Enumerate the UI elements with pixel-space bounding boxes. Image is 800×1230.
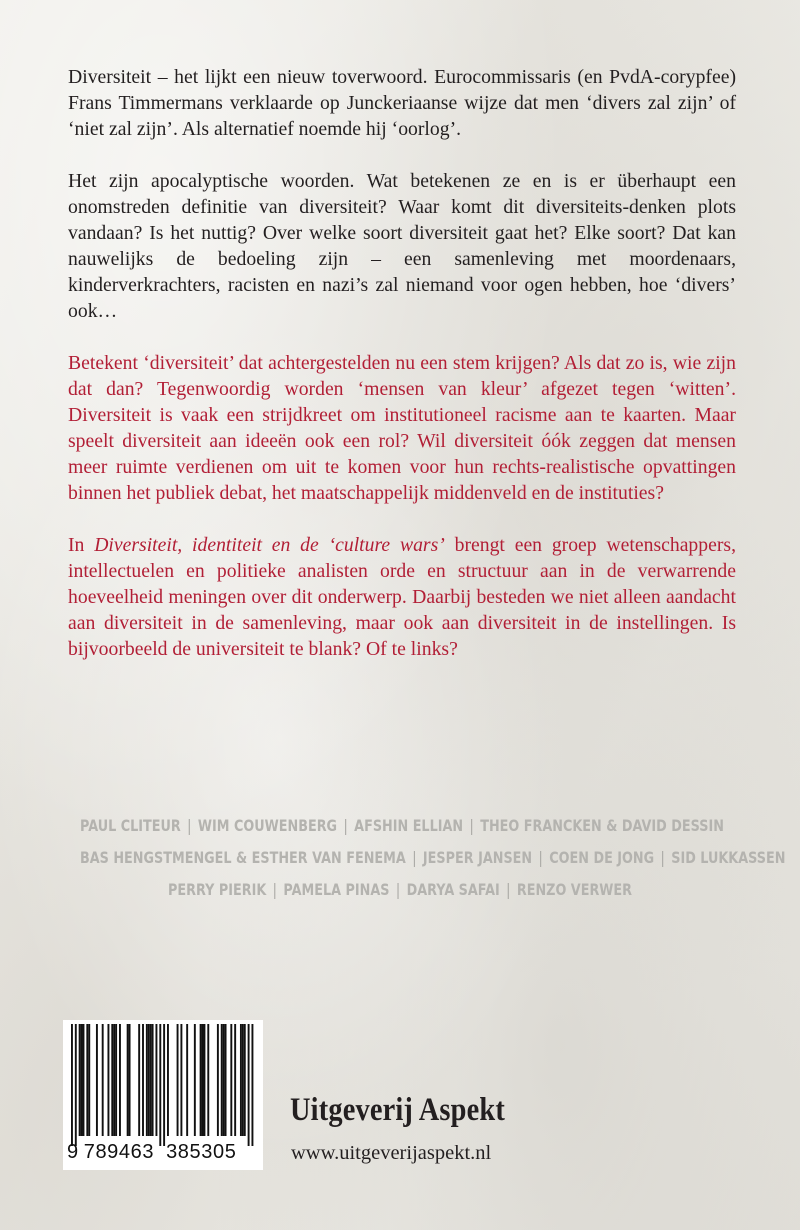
barcode-bar (129, 1024, 131, 1136)
barcode-bar (111, 1024, 113, 1136)
author-name: SID LUKKASSEN (671, 848, 786, 867)
author-separator: | (469, 816, 474, 835)
barcode-bar (217, 1024, 219, 1136)
blurb-paragraph-2: Het zijn apocalyptische woorden. Wat betekenen ze en is er überhaupt een onomstreden definitie van diversiteit? Waar komt dit diversiteits-denken plots vandaan? Is het nuttig? Over welke soort diversiteit gaat het? Elke soort? Dat kan nauwelijks de bedoeling zijn – een samenleving met moordenaars, kinderverkrachters, racisten en nazi’s zal niemand voor ogen hebben, hoe ‘divers’ ook… (68, 170, 736, 322)
barcode-bar (159, 1024, 161, 1146)
barcode-bar (71, 1024, 73, 1146)
author-separator: | (538, 848, 543, 867)
barcode-bar (186, 1024, 188, 1136)
barcode-bar (102, 1024, 104, 1136)
barcode-bar (180, 1024, 182, 1136)
barcode-bar (177, 1024, 179, 1136)
barcode-bar (96, 1024, 98, 1136)
barcode-bar (244, 1024, 246, 1136)
isbn-number (63, 1138, 263, 1166)
barcode-bar (75, 1024, 77, 1146)
barcode-bar (221, 1024, 223, 1136)
barcode-bar (88, 1024, 90, 1136)
author-name: JESPER JANSEN (422, 848, 533, 867)
barcode-bar (248, 1024, 250, 1146)
blurb-paragraph-4-prefix: In (68, 534, 95, 556)
author-name: PAUL CLITEUR (80, 816, 181, 835)
barcode-bar (107, 1024, 109, 1136)
blurb-paragraph-4-rest: brengt een groep wetenschappers, intellectuelen en politieke analisten orde en structuur aan in de verwarrende hoeveelheid meningen over dit onderwerp. Daarbij besteden we niet alleen aandacht aan diversiteit in de samenleving, maar ook aan diversiteit in de instellingen. Is bijvoorbeeld de universiteit te blank? Of te links? (68, 534, 736, 660)
barcode-bar (163, 1024, 165, 1146)
author-name: AFSHIN ELLIAN (354, 816, 464, 835)
barcode-bar (202, 1024, 204, 1136)
author-separator: | (343, 816, 348, 835)
book-title-italic: Diversiteit, identiteit en de ‘culture wars’ (94, 534, 445, 556)
author-separator: | (395, 880, 401, 899)
barcode-bar (234, 1024, 236, 1136)
barcode-bar (207, 1024, 209, 1136)
barcode-bar (119, 1024, 121, 1136)
publisher-name: Uitgeverij Aspekt (290, 1092, 505, 1128)
blurb-paragraph-3: Betekent ‘diversiteit’ dat achtergestelden nu een stem krijgen? Als dat zo is, wie zijn dat dan? Tegenwoordig worden ‘mensen van kleur’ afgezet tegen ‘witten’. Diversiteit is vaak een strijdkreet om institutioneel racisme aan te kaarten. Maar speelt diversiteit aan ideeën ook een rol? Wil diversiteit óók zeggen dat mensen meer ruimte verdienen om uit te komen voor hun rechts-realistische opvattingen binnen het publiek debat, het maatschappelijk middenveld en de instituties? (68, 352, 736, 504)
isbn-right-group: 385305 (166, 1141, 237, 1163)
barcode-bar (83, 1024, 85, 1136)
barcode-bar (138, 1024, 140, 1136)
author-line-2 (80, 842, 786, 874)
author-name: PERRY PIERIK (167, 880, 267, 899)
isbn-left-group: 789463 (83, 1141, 155, 1163)
barcode-bar (152, 1024, 154, 1136)
author-name: PAMELA PINAS (283, 880, 390, 899)
publisher-website: www.uitgeverijaspekt.nl (291, 1142, 492, 1164)
author-separator: | (272, 880, 277, 899)
author-name: BAS HENGSTMENGEL & ESTHER VAN FENEMA (80, 848, 406, 867)
barcode-bar (203, 1024, 205, 1136)
barcode-bar (115, 1024, 117, 1136)
author-name: WIM COUWENBERG (197, 816, 338, 835)
barcode-bar (200, 1024, 202, 1136)
author-separator: | (187, 816, 192, 835)
barcode-bar (167, 1024, 169, 1136)
barcode-bar (251, 1024, 253, 1146)
author-separator: | (506, 880, 511, 899)
barcode-bar (225, 1024, 227, 1136)
author-name: COEN DE JONG (549, 848, 655, 867)
author-name: THEO FRANCKEN & DAVID DESSIN (480, 816, 724, 835)
back-cover-blurb (68, 64, 736, 662)
author-separator: | (412, 848, 417, 867)
barcode-bar (142, 1024, 144, 1136)
blurb-paragraph-4 (68, 532, 736, 662)
barcode-bar (230, 1024, 232, 1136)
barcode-bar (146, 1024, 148, 1136)
isbn-lead-digit: 9 (67, 1141, 79, 1163)
barcode-bar (194, 1024, 196, 1136)
barcode-bar (223, 1024, 225, 1136)
barcode-bar (81, 1024, 83, 1136)
isbn-barcode (63, 1020, 263, 1170)
barcode-bar (79, 1024, 81, 1136)
barcode-bar (127, 1024, 129, 1136)
author-name: RENZO VERWER (516, 880, 633, 899)
barcode-bar (242, 1024, 244, 1136)
author-line-1 (80, 810, 724, 842)
barcode-bar (113, 1024, 115, 1136)
author-separator: | (660, 848, 665, 867)
barcode-bar (240, 1024, 242, 1136)
barcode-bar (150, 1024, 152, 1136)
barcode-bar (148, 1024, 150, 1136)
blurb-paragraph-1: Diversiteit – het lijkt een nieuw toverwoord. Eurocommissaris (en PvdA-corypfee) Frans Timmermans verklaarde op Junckeriaanse wijze dat men ‘divers zal zijn’ of ‘niet zal zijn’. Als alternatief noemde hij ‘oorlog’. (68, 66, 736, 140)
barcode-bar (155, 1024, 157, 1136)
author-name: DARYA SAFAI (406, 880, 500, 899)
barcode-bar (86, 1024, 88, 1136)
author-line-3 (80, 874, 720, 906)
author-list (80, 810, 786, 906)
